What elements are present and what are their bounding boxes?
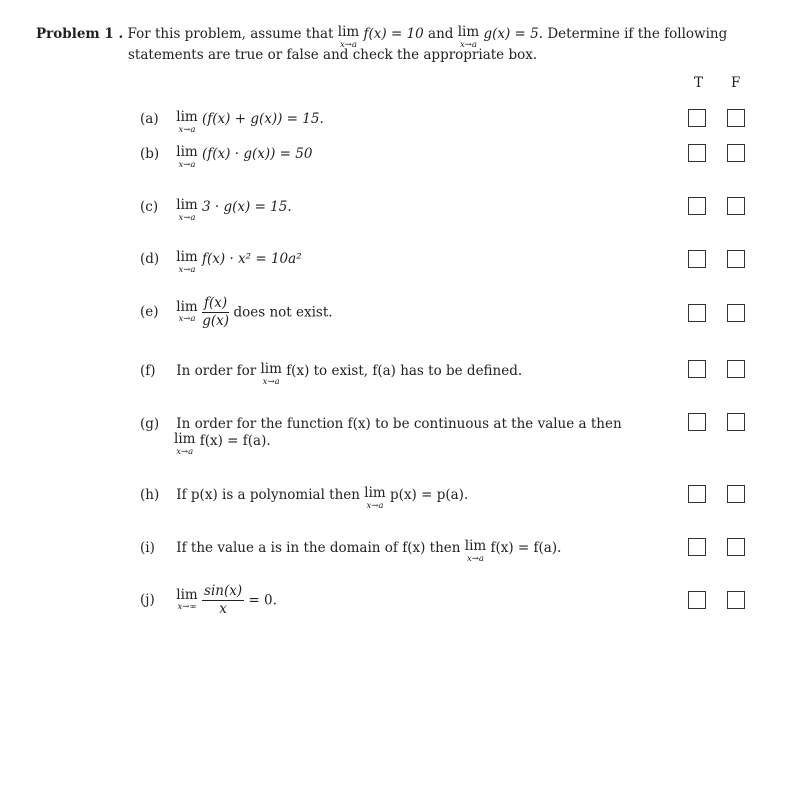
statement-expression: 3 · g(x) = 15. [202,199,292,215]
statement-e [140,296,333,329]
limit-operator: lim x→∞ [176,586,198,613]
fraction-denominator: g(x) [202,312,229,329]
f-assumption: f(x) = 10 [363,26,424,42]
limit-operator: lim x→a [337,24,360,50]
item-label: (b) [140,146,160,162]
fraction-numerator: sin(x) [204,583,243,599]
true-checkbox-j[interactable] [688,591,706,609]
problem-statement-line2: statements are true or false and check the appropriate box. [128,47,538,63]
g-assumption: g(x) = 5. [483,26,544,42]
item-label: (g) [140,416,160,432]
true-checkbox-g[interactable] [688,413,706,431]
limit-operator: lim x→a [176,249,198,275]
item-label: (c) [140,199,159,215]
false-checkbox-f[interactable] [727,360,745,378]
true-checkbox-e[interactable] [688,304,706,322]
statement-j [140,584,277,617]
statement-expression: (f(x) · g(x)) = 50 [202,146,313,162]
item-label: (i) [140,540,155,556]
limit-operator: lim x→a [176,144,198,170]
item-label: (a) [140,111,159,127]
fraction-denominator: x [219,600,227,617]
statement-a [140,111,324,134]
true-checkbox-b[interactable] [688,144,706,162]
true-checkbox-i[interactable] [688,538,706,556]
item-label: (d) [140,251,160,267]
true-checkbox-c[interactable] [688,197,706,215]
statement-expression: (f(x) + g(x)) = 15. [202,111,324,127]
statement-text-pre: In order for [176,363,257,379]
true-checkbox-a[interactable] [688,109,706,127]
item-label: (j) [140,592,155,609]
false-checkbox-j[interactable] [727,591,745,609]
problem-label: Problem 1 . [36,26,124,42]
false-column-header: F [731,75,741,91]
statement-g [140,416,622,432]
statement-tail: does not exist. [233,304,333,321]
statement-text-pre: If the value a is in the domain of f(x) then [176,540,461,556]
false-checkbox-h[interactable] [727,485,745,503]
false-checkbox-d[interactable] [727,250,745,268]
limit-operator: lim x→a [364,485,386,511]
statement-text-post: f(x) to exist, f(a) has to be defined. [286,363,523,379]
limit-operator: lim x→a [176,298,198,325]
statement-text-post: p(x) = p(a). [390,487,469,503]
intro-text-a: For this problem, assume that [127,26,334,42]
statement-tail: = 0. [248,592,277,609]
statement-f [140,363,522,386]
fraction [202,296,229,329]
statement-text-line1: In order for the function f(x) to be continuous at the value a then [176,416,622,432]
limit-operator: lim x→a [174,431,196,457]
true-checkbox-h[interactable] [688,485,706,503]
problem-statement-line1 [36,26,727,49]
true-checkbox-d[interactable] [688,250,706,268]
statement-g-line2 [174,433,271,456]
false-checkbox-c[interactable] [727,197,745,215]
statement-text-post: f(x) = f(a). [199,433,271,449]
false-checkbox-g[interactable] [727,413,745,431]
limit-operator: lim x→a [176,197,198,223]
item-label: (f) [140,363,156,379]
item-label: (e) [140,304,159,321]
item-label: (h) [140,487,160,503]
limit-operator: lim x→a [260,361,282,387]
false-checkbox-i[interactable] [727,538,745,556]
statement-d [140,251,302,274]
false-checkbox-b[interactable] [727,144,745,162]
statement-text-pre: If p(x) is a polynomial then [176,487,360,503]
limit-operator: lim x→a [176,109,198,135]
statement-i [140,540,561,563]
false-checkbox-e[interactable] [727,304,745,322]
fraction-numerator: f(x) [204,295,228,311]
true-checkbox-f[interactable] [688,360,706,378]
true-column-header: T [694,75,704,91]
false-checkbox-a[interactable] [727,109,745,127]
and-word: and [428,26,454,42]
statement-text-post: f(x) = f(a). [490,540,562,556]
statement-expression: f(x) · x² = 10a² [202,251,302,267]
statement-b [140,146,312,169]
statement-h [140,487,468,510]
intro-text-b: Determine if the following [547,26,728,42]
statement-c [140,199,292,222]
limit-operator: lim x→a [457,24,480,50]
limit-operator: lim x→a [464,538,487,564]
fraction [202,584,244,617]
